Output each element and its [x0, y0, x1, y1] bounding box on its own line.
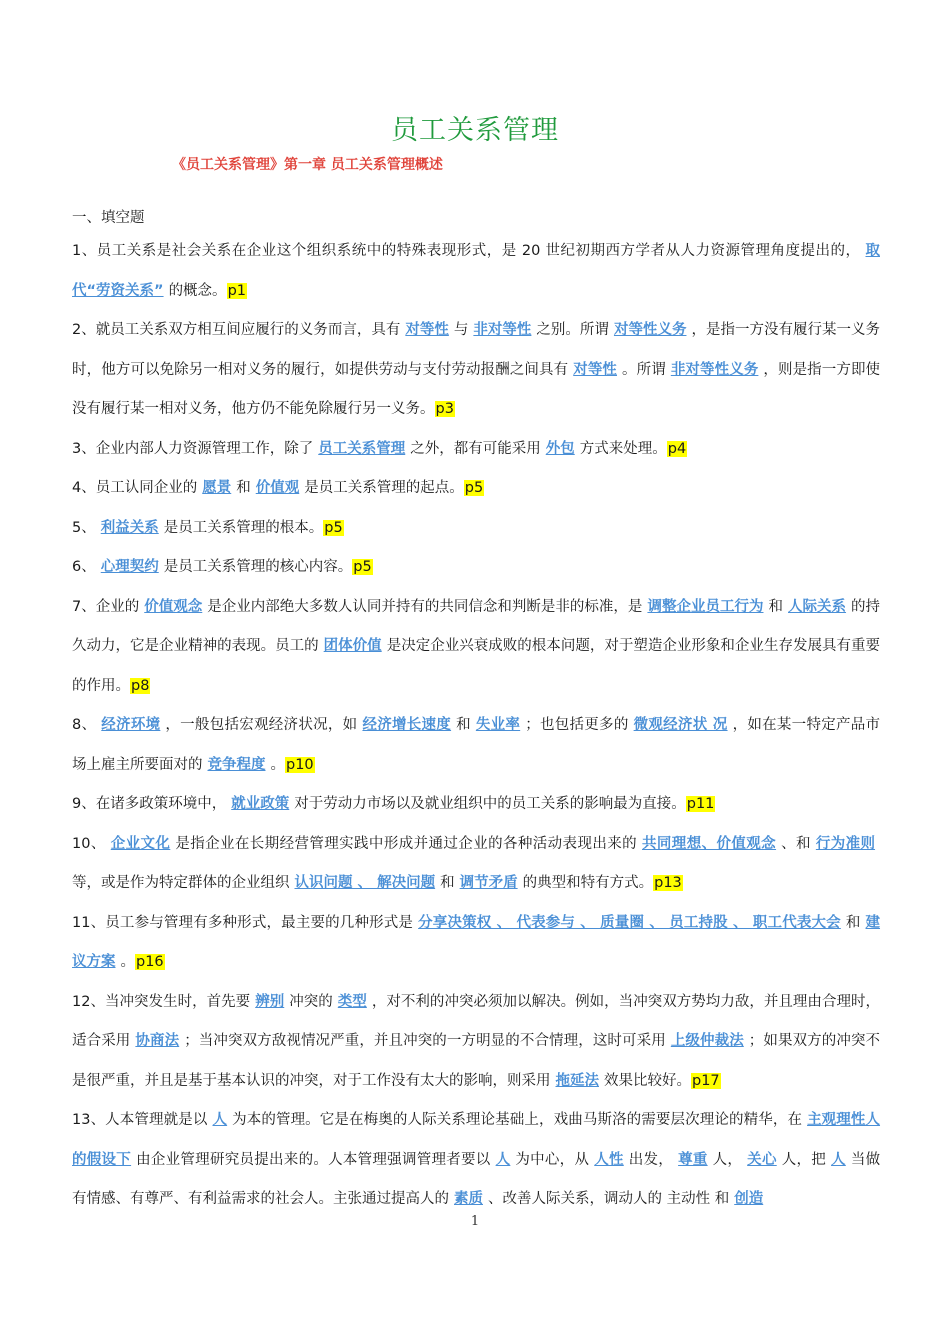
question-text: 和: [236, 480, 251, 496]
page-reference: p16: [136, 954, 164, 970]
answer-blank: 非对等性义务: [670, 361, 759, 378]
answer-blank: 愿景: [202, 480, 232, 496]
question-text: 、改善人际关系，调动人的 主动性 和: [488, 1191, 730, 1207]
question-text: 12、当冲突发生时，首先要: [72, 993, 251, 1010]
answer-blank: 团体价值: [323, 638, 382, 654]
question-text: 为本的管理。它是在梅奥的人际关系理论基础上，戏曲马斯洛的需要层次理论的精华，在: [232, 1112, 803, 1128]
question-text: 是指企业在长期经营管理实践中形成并通过企业的各种活动表现出来的: [175, 835, 638, 852]
answer-blank: 企业文化: [110, 835, 171, 852]
document-title: 员工关系管理: [391, 115, 559, 146]
question-text: 10、: [72, 835, 106, 852]
question-text: 和: [440, 875, 455, 891]
answer-blank: 创造: [734, 1191, 764, 1207]
answer-blank: 建议方案: [72, 914, 881, 970]
question-text: 11、员工参与管理有多种形式，最主要的几种形式是: [72, 914, 414, 931]
question-item: [72, 232, 880, 311]
question-text: 、和: [781, 835, 811, 852]
answer-blank: 价值观: [255, 480, 300, 496]
page-reference: p5: [324, 519, 343, 536]
answer-blank: 外包: [545, 440, 575, 457]
question-item: [72, 548, 880, 588]
section-heading: 一、填空题: [72, 210, 145, 226]
answer-blank: 分享决策权 、 代表参与 、 质量圈 、 员工持股 、 职工代表大会: [418, 914, 841, 931]
answer-blank: 尊重: [678, 1151, 708, 1168]
page-reference: p8: [131, 677, 150, 694]
question-text: 4、员工认同企业的: [72, 480, 198, 496]
page-reference: p10: [286, 756, 314, 773]
question-text: ；当冲突双方敌视情况严重，并且冲突的一方明显的不合情理，这时可采用: [184, 1033, 666, 1049]
answer-blank: 认识问题 、 解决问题: [294, 875, 436, 891]
question-text: 和: [768, 598, 783, 615]
question-text: 为中心，从: [515, 1151, 590, 1168]
page-reference: p13: [654, 875, 682, 891]
answer-blank: 辨别: [255, 993, 285, 1010]
answer-blank: 调节矛盾: [459, 875, 518, 891]
question-text: 13、人本管理就是以: [72, 1112, 208, 1128]
question-item: [72, 904, 880, 983]
question-text: 出发，: [628, 1151, 674, 1168]
answer-blank: 竞争程度: [207, 756, 266, 773]
question-item: [72, 825, 880, 904]
answer-blank: 拖延法: [555, 1072, 599, 1089]
page-reference: p11: [686, 796, 715, 812]
answer-blank: 价值观念: [144, 598, 203, 615]
question-text: 等，或是作为特定群体的企业组织: [72, 875, 290, 891]
answer-blank: 人性: [594, 1151, 624, 1168]
question-text: ，对不利的冲突必须加以解决。例如，当冲突双方势均力敌，并且理由合理时，适合采用: [72, 993, 881, 1049]
question-text: ；如果双方的冲突不是很严重，并且是基于基本认识的冲突，对于工作没有太大的影响，则采用: [72, 1033, 881, 1089]
question-text: 6、: [72, 559, 96, 575]
question-text: 。: [120, 954, 135, 970]
question-item: [72, 706, 880, 785]
page-reference: p5: [353, 559, 372, 575]
question-item: [72, 785, 880, 825]
answer-blank: 微观经济状 况: [633, 717, 728, 733]
question-text: 是员工关系管理的起点。: [304, 480, 464, 496]
page-reference: p5: [464, 480, 484, 496]
question-text: 和: [845, 914, 861, 931]
page-reference: p17: [692, 1072, 720, 1089]
question-item: [72, 311, 880, 430]
question-item: [72, 509, 880, 549]
question-text: 7、企业的: [72, 598, 140, 615]
answer-blank: 素质: [454, 1191, 483, 1207]
question-text: 冲突的: [289, 993, 333, 1010]
answer-blank: 调整企业员工行为: [647, 598, 764, 615]
question-item: [72, 1101, 880, 1220]
question-item: [72, 983, 880, 1102]
answer-blank: 类型: [337, 993, 367, 1010]
answer-blank: 非对等性: [473, 322, 532, 338]
chapter-subtitle: 《员工关系管理》第一章 员工关系管理概述: [172, 157, 443, 173]
answer-blank: 利益关系: [100, 519, 159, 536]
question-text: 1、员工关系是社会关系在企业这个组织系统中的特殊表现形式，是 20 世纪初期西方学者从人力资源管理角度提出的，: [72, 243, 861, 259]
question-text: 是企业内部绝大多数人认同并持有的共同信念和判断是非的标准，是: [207, 598, 643, 615]
question-item: [72, 430, 880, 470]
answer-blank: 经济环境: [101, 717, 161, 733]
question-text: 和: [456, 717, 471, 733]
question-text: 是员工关系管理的核心内容。: [163, 559, 353, 575]
answer-blank: 关心: [747, 1151, 777, 1168]
question-text: 对于劳动力市场以及就业组织中的员工关系的影响最为直接。: [294, 796, 686, 812]
answer-blank: 对等性: [573, 361, 618, 378]
question-text: 人，把: [781, 1151, 827, 1168]
answer-blank: 人: [212, 1112, 228, 1128]
answer-blank: 人: [831, 1151, 846, 1168]
question-text: 方式来处理。: [579, 440, 667, 457]
answer-blank: 经济增长速度: [362, 717, 452, 733]
question-text: 之外，都有可能采用: [410, 440, 541, 457]
page-reference: p3: [435, 401, 454, 417]
question-item: [72, 588, 880, 707]
answer-blank: 对等性: [405, 322, 449, 338]
answer-blank: 主观理性人的假设下: [72, 1112, 881, 1168]
question-text: 9、在诸多政策环境中，: [72, 796, 227, 812]
question-text: ，一般包括宏观经济状况，如: [165, 717, 358, 733]
answer-blank: 人际关系: [788, 598, 847, 615]
question-text: 当做有情感、有尊严、有利益需求的社会人。主张通过提高人的: [72, 1151, 881, 1207]
question-text: ，是指一方没有履行某一义务时，他方可以免除另一相对义务的履行，如提供劳动与支付劳动报酬之间具有: [72, 322, 881, 378]
question-text: 是员工关系管理的根本。: [163, 519, 324, 536]
answer-blank: 失业率: [475, 717, 521, 733]
answer-blank: 上级仲裁法: [670, 1033, 744, 1049]
question-text: 效果比较好。: [604, 1072, 691, 1089]
question-text: 的概念。: [168, 282, 227, 299]
question-text: 与: [453, 322, 469, 338]
question-text: 2、就员工关系双方相互间应履行的义务而言，具有: [72, 322, 401, 338]
answer-blank: 对等性义务: [613, 322, 687, 338]
question-text: ，则是指一方即使没有履行某一相对义务，他方仍不能免除履行另一义务。: [72, 361, 881, 417]
question-item: [72, 469, 880, 509]
answer-blank: 取代“劳资关系”: [72, 243, 880, 299]
question-list: [72, 232, 880, 1220]
page-number: 1: [470, 1214, 480, 1229]
answer-blank: 就业政策: [231, 796, 290, 812]
document-body: [72, 206, 880, 1220]
question-text: 5、: [72, 519, 96, 536]
answer-blank: 协商法: [135, 1033, 180, 1049]
answer-blank: 心理契约: [100, 559, 159, 575]
question-text: ，如在某一特定产品市场上雇主所要面对的: [72, 717, 881, 773]
question-text: 人，: [712, 1151, 743, 1168]
question-text: 3、企业内部人力资源管理工作，除了: [72, 440, 314, 457]
question-text: 。: [270, 756, 285, 773]
page-reference: p4: [667, 440, 687, 457]
page-reference: p1: [227, 282, 246, 299]
answer-blank: 员工关系管理: [318, 440, 406, 457]
question-text: 之别。所谓: [536, 322, 609, 338]
answer-blank: 共同理想、价值观念: [642, 835, 777, 852]
question-text: 。所谓: [622, 361, 666, 378]
question-text: ；也包括更多的: [525, 717, 629, 733]
answer-blank: 人: [495, 1151, 511, 1168]
question-text: 由企业管理研究员提出来的。人本管理强调管理者要以: [136, 1151, 491, 1168]
question-text: 是决定企业兴衰成败的根本问题，对于塑造企业形象和企业生存发展具有重要的作用。: [72, 638, 881, 694]
question-text: 的典型和特有方式。: [522, 875, 654, 891]
question-text: 的持久动力，它是企业精神的表现。员工的: [72, 598, 881, 654]
question-text: 8、: [72, 717, 97, 733]
answer-blank: 行为准则: [815, 835, 876, 852]
